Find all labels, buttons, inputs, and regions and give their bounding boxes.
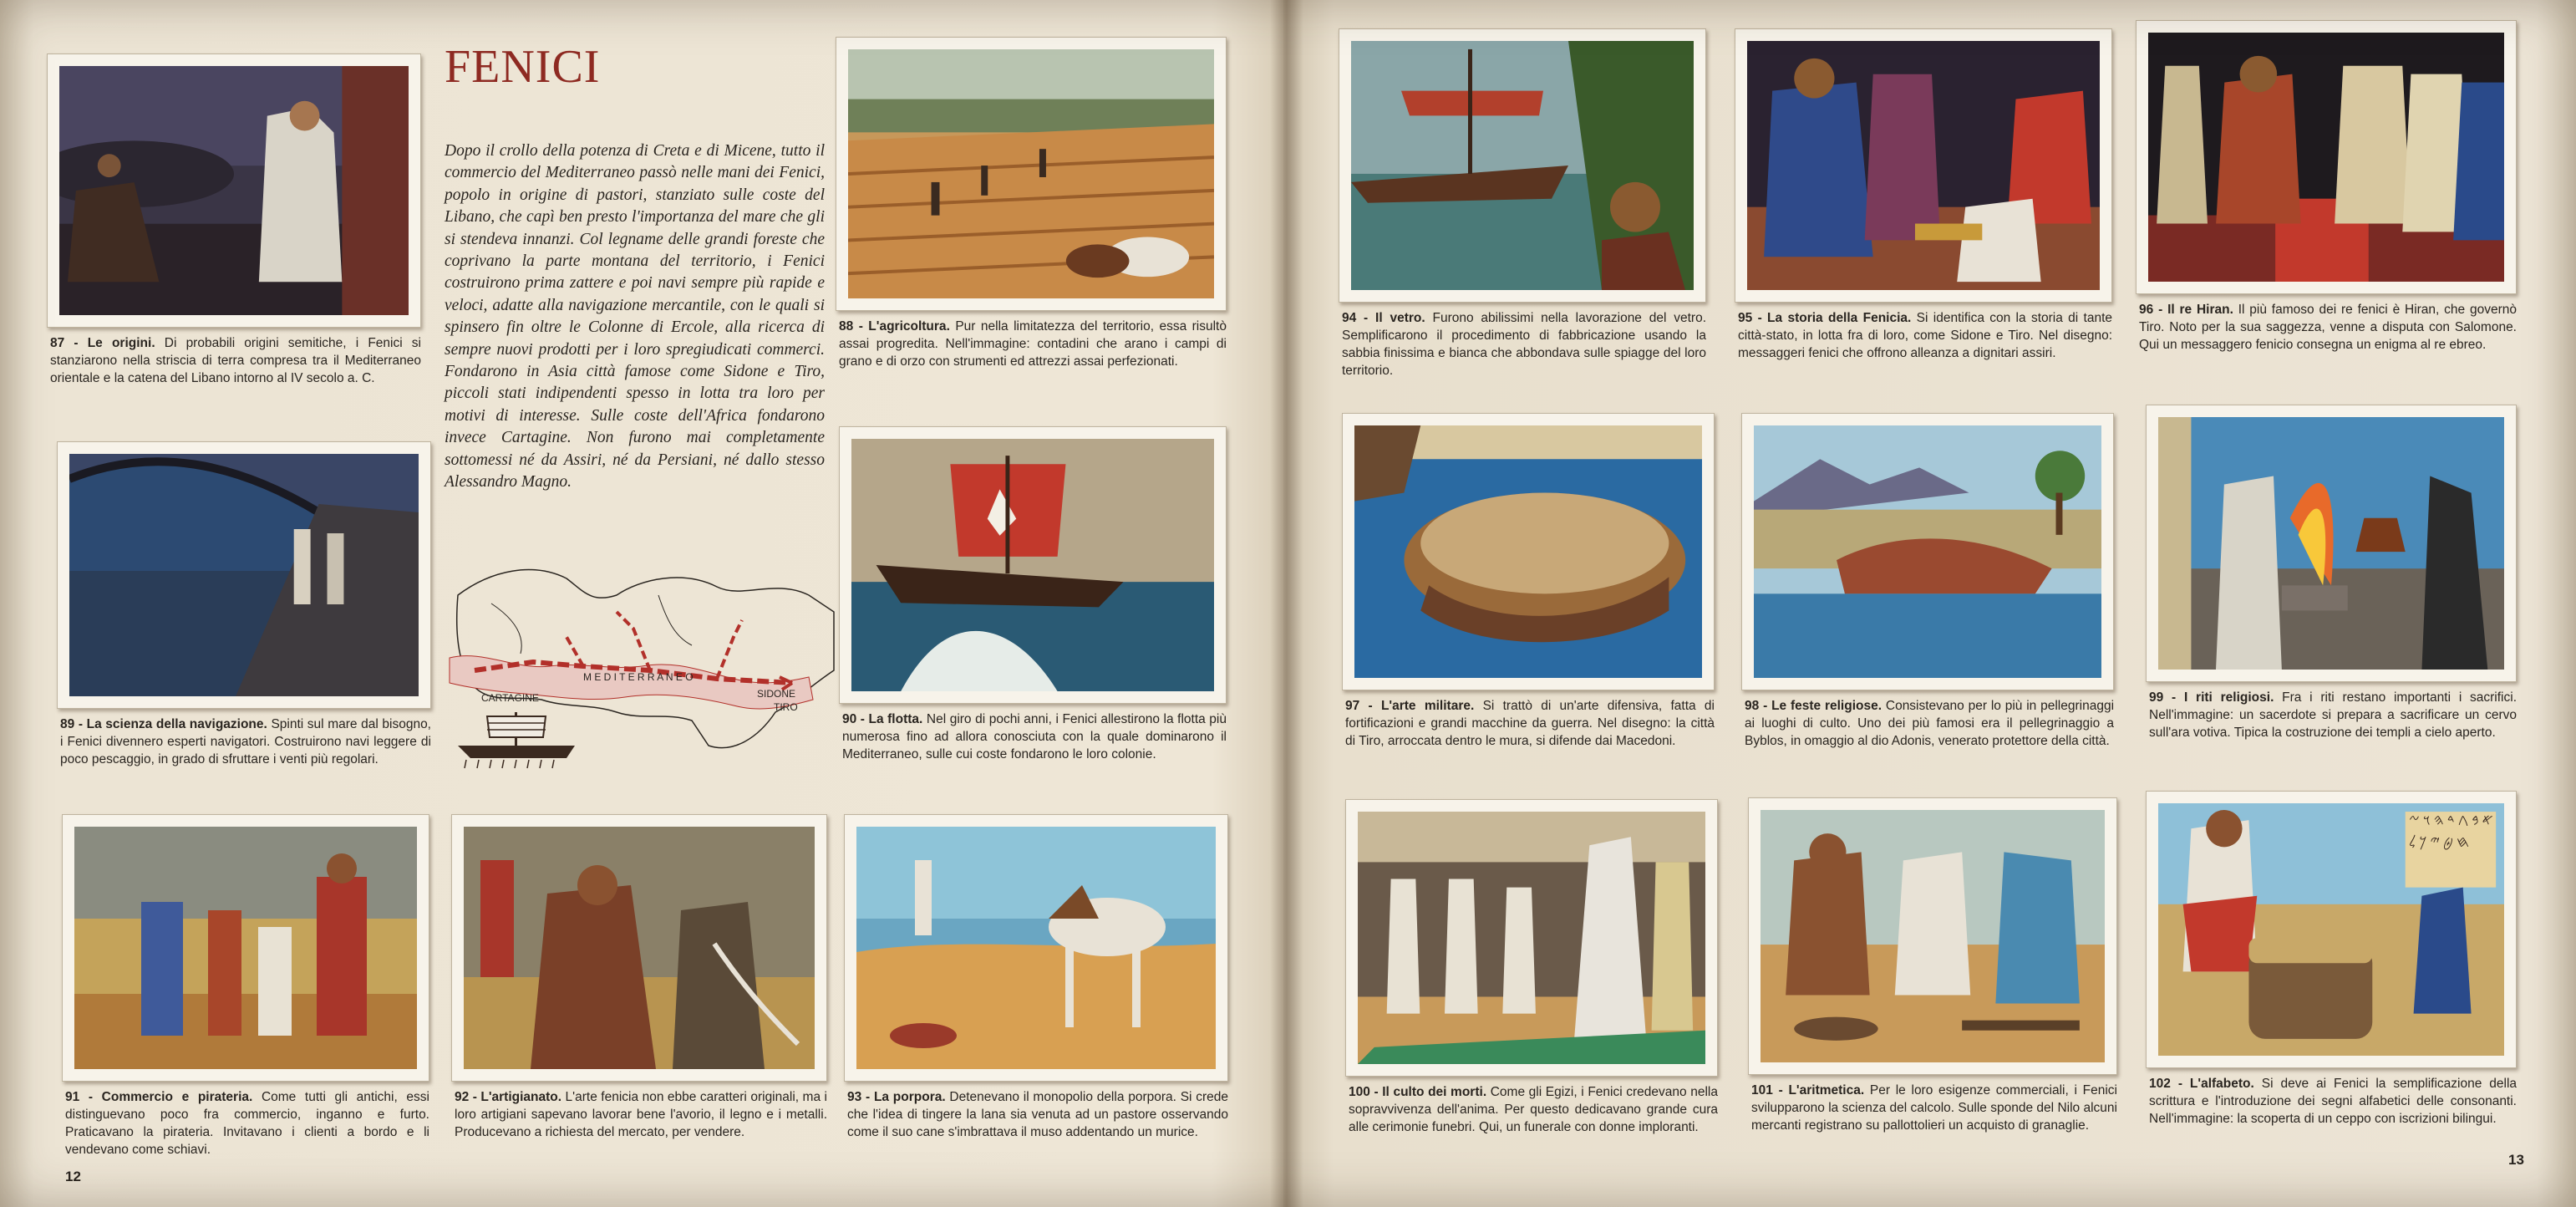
left-page [0,0,1283,1207]
card-100 [1345,799,1718,1150]
map-illustration [441,545,842,771]
card-101-illustration [1761,810,2105,1062]
card-100-illustration [1358,812,1705,1064]
card-87-illustration [59,66,409,315]
card-96-illustration [2148,33,2504,282]
card-100-caption: 100 - Il culto dei morti. Come gli Egizi, i Fenici credevano nella sopravvivenza dell'anima. Per questo dedicavano grande cura alle cerimonie funebri. Qui, un funerale con donne imploranti. [1349,1085,1718,1134]
card-97 [1342,413,1715,764]
card-102-illustration [2158,803,2504,1056]
card-89 [57,441,431,776]
card-89-illustration [69,454,419,696]
card-91-illustration [74,827,417,1069]
card-91-caption: 91 - Commercio e pirateria. Come tutti gli antichi, essi distinguevano poco fra commercio, inganno e furto. Praticavano la pirateria. Invitavano i clienti a bordo e li vendevano come schiavi. [65,1090,429,1157]
card-98-caption: 98 - Le feste religiose. Consistevano per lo più in pellegrinaggi ai luoghi di culto. Uno dei più famosi era il pellegrinaggio a Byblos, in omaggio al dio Adonis, venerato protettore della città. [1745,699,2115,748]
page-number-left: 12 [65,1169,81,1184]
card-95 [1735,28,2112,379]
card-87 [47,53,421,388]
right-page [1283,0,2576,1207]
intro-text: Dopo il crollo della potenza di Creta e di Micene, tutto il commercio del Mediterraneo passò nelle mani dei Fenici, popolo in origine di pastori, stanziato sulle coste del Libano, che capì ben presto l'importanza del mare che gli si stendeva innanzi. Col legname delle grandi foreste che coprivano la parte montana del territorio, i Fenici costruirono prima zattere e poi navi sempre più rapide e veloci, adatte alla navigazione mercantile, con le quali si spinsero fin oltre le Colonne di Ercole, alla ricerca di sempre nuovi prodotti per i loro spregiudicati commerci. Fondarono in Asia città famose come Sidone e Tiro, piccoli stati indipendenti spesso in lotta tra loro per motivi di interesse. Sulle coste dell'Africa fondarono invece Cartagine. Non furono mai completamente sottomessi né da Assiri, né da Persiani, né dallo stesso Alessandro Magno. [445,142,825,491]
card-92-illustration [464,827,815,1069]
card-96 [2136,20,2517,371]
card-102 [2146,791,2517,1142]
card-99-illustration [2158,417,2504,670]
card-93 [844,814,1228,1165]
book-gutter [1270,0,1303,1207]
card-102-caption: 102 - L'alfabeto. Si deve ai Fenici la semplificazione della scrittura e l'introduzione dei segni alfabetici delle consonanti. Nell'immagine: la scoperta di un ceppo con iscrizioni bilingui. [2149,1077,2518,1126]
card-97-illustration [1354,425,1702,678]
card-96-caption: 96 - Il re Hiran. Il più famoso dei re fenici è Hiran, che governò Tiro. Noto per la sua saggezza, venne a disputa con Salomone. Qui un messaggero fenicio consegna un enigma al re ebreo. [2139,303,2517,352]
card-88-caption: 88 - L'agricoltura. Pur nella limitatezza del territorio, essa risultò assai progredita. Nell'immagine: contadini che arano i campi di grano e di orzo con strumenti ed attrezzi assai perfezionati. [839,319,1227,369]
card-94-illustration [1351,41,1694,290]
card-95-illustration [1747,41,2100,290]
card-98-illustration [1754,425,2101,678]
map-label-mediterraneo: M E D I T E R R A N E O [583,671,694,683]
card-93-illustration [856,827,1216,1069]
card-90-caption: 90 - La flotta. Nel giro di pochi anni, i Fenici allestirono la flotta più numerosa fino ad allora conosciuta con la quale dominarono il Mediterraneo, sulle cui coste fondarono le loro colonie. [842,712,1227,761]
page-number-right: 13 [2508,1152,2524,1168]
card-88 [836,37,1227,396]
card-101 [1748,797,2117,1148]
ship-icon [458,712,575,768]
card-92-caption: 92 - L'artigianato. L'arte fenicia non ebbe caratteri originali, ma i loro artigiani sapevano lavorar bene l'avorio, il legno e i metalli. Producevano a richiesta del mercato, per vendere. [455,1090,827,1139]
card-89-caption: 89 - La scienza della navigazione. Spinti sul mare dal bisogno, i Fenici divennero esperti navigatori. Costruirono navi leggere di poco pescaggio, in grado di sfruttare i venti più regolari. [60,717,431,766]
card-99-caption: 99 - I riti religiosi. Fra i riti restano importanti i sacrifici. Nell'immagine: un sacerdote si prepara a sacrificare un cervo sull'ara votiva. Tipica la costruzione dei templi a cielo aperto. [2149,690,2518,740]
mediterranean-map [441,545,842,771]
card-92 [451,814,827,1165]
card-90-illustration [851,439,1214,691]
card-87-caption: 87 - Le origini. Di probabili origini semitiche, i Fenici si stanziarono nella striscia di terra compresa tra il Mediterraneo orientale e la catena del Libano intorno al IV secolo a. C. [50,336,422,385]
alphabet-inscription: 𐤀𐤁𐤂𐤃𐤄𐤅𐤆𐤇𐤈𐤉𐤊𐤋 [2409,812,2497,851]
page-title: FENICI [445,41,601,93]
card-98 [1741,413,2114,764]
card-93-caption: 93 - La porpora. Detenevano il monopolio della porpora. Si crede che l'idea di tingere la lana sia venuta ad un pastore osservando come il suo cane s'imbrattava il muso addentando un murice. [847,1090,1229,1139]
card-97-caption: 97 - L'arte militare. Si trattò di un'arte difensiva, fatta di fortificazioni e grandi macchine da guerra. Nel disegno: la città di Tiro, arroccata dentro le mura, si difende dai Macedoni. [1345,699,1715,748]
card-90 [839,426,1227,777]
map-label-cartagine: CARTAGINE [481,692,539,704]
card-94-caption: 94 - Il vetro. Furono abilissimi nella lavorazione del vetro. Semplificarono il procedimento di fabbricazione usando la sabbia finissima e bianca che abbondava sulle spiagge del loro territorio. [1342,311,1706,378]
card-88-illustration [848,49,1214,298]
card-91 [62,814,429,1165]
card-95-caption: 95 - La storia della Fenicia. Si identifica con la storia di tante città-stato, in lotta fra di loro, come Sidone e Tiro. Nel disegno: messaggeri fenici che offrono alleanza a dignitari assiri. [1738,311,2113,360]
card-99 [2146,405,2517,756]
map-label-sidone: SIDONE [757,688,796,700]
map-label-tiro: TIRO [774,701,798,713]
card-101-caption: 101 - L'aritmetica. Per le loro esigenze commerciali, i Fenici svilupparono la scienza del calcolo. Sulle sponde del Nilo alcuni mercanti registrano su pallottolieri un acquisto di granaglie. [1751,1083,2118,1133]
card-94 [1339,28,1706,379]
